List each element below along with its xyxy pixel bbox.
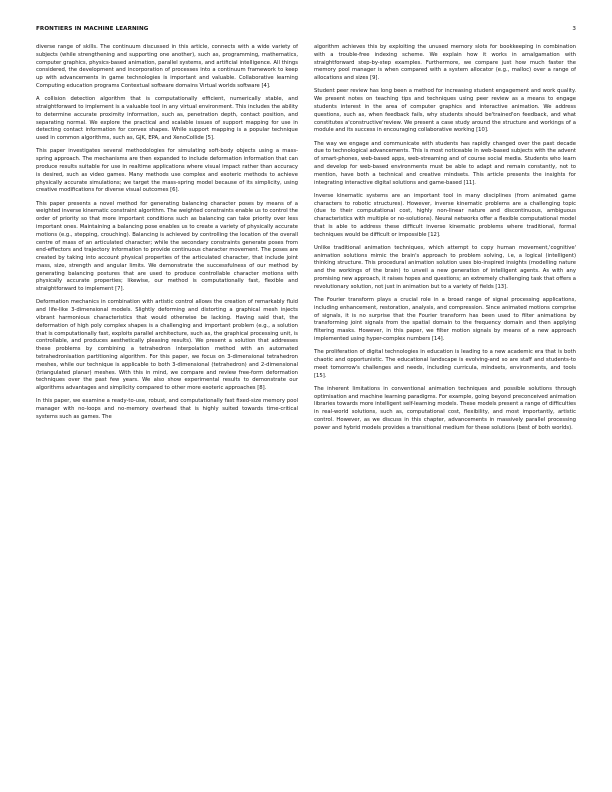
paragraph: In this paper, we examine a ready-to-use, robust, and computationally fast fixed-size memory pool manager with no-loops and no-memory overhead that is highly suited towards time-critical systems such as games. The [36, 398, 298, 421]
paragraph: A collision detection algorithm that is computationally efficient, numerically stable, and straightforward to implement is a valuable tool in any virtual environment. This includes the ability to determine accurate proximity information, such as, penetration depth, contact position, and separating normal. We explore the practical and scalable issues of support mapping for use in detecting contact information for convex shapes. While support mapping is a popular technique used in common algorithms, such as, GJK, EPA, and XenoCollide [5]. [36, 96, 298, 142]
running-title: FRONTIERS IN MACHINE LEARNING [36, 26, 149, 32]
paragraph: This paper presents a novel method for generating balancing character poses by means of a weighted inverse kinematic constraint algorithm. The weighted constraints enable us to control the order of priority so that more important conditions such as balancing can take priority over less important ones. Maintaining a balancing pose enables us to create a variety of physically accurate motions (e.g., stepping, crouching). Balancing is achieved by controlling the location of the overall centre of mass of an articulated character; while the secondary constraints generate poses from end-effectors and trajectory information to provide continuous character movement. The poses are created by taking into account physical properties of the articulated character, that include joint mass, size, strength and angular limits. We demonstrate the successfulness of our method by generating balancing postures that are used to produce controllable character motions with physically accurate properties; likewise, our method is computationally fast, flexible and straightforward to implement [7]. [36, 200, 298, 293]
paragraph: The inherent limitations in conventional animation techniques and possible solutions through optimisation and machine learning paradigms. For example, going beyond preconceived animation libraries towards more intelligent self-learning models. These models present a range of difficulties in real-world solutions, such as, computational cost, flexibility, and most importantly, artistic control. However, as we discuss in this chapter, advancements in massively parallel processing power and hybrid models provides a transitional medium for these solutions (best of both worlds). [314, 385, 576, 431]
paragraph: The way we engage and communicate with students has rapidly changed over the past decade due to technological advancements. This is most noticeable in web-based subjects with the advent of smart-phones, web-based apps, web-streaming and of course social media. Students who learn and develop for web-based environments must be able to adapt and remain constantly, not to mention, have both a technical and creative mindsets. This article presents the insights for integrating interactive digital solutions and game-based [11]. [314, 140, 576, 186]
paragraph: Unlike traditional animation techniques, which attempt to copy human movement,'cognitive' animation solutions mimic the brain's approach to problem solving, i.e, a logical (intelligent) thinking structure. This procedural animation solution uses bio-inspired insights (modelling nature and the workings of the brain) to unveil a new generation of intelligent agents. As with any promising new approach, it raises hopes and questions; an extremely challenging task that offers a revolutionary solution, not just in animation but to a variety of fields [13]. [314, 244, 576, 290]
paragraph: The proliferation of digital technologies in education is leading to a new academic era that is both chaotic and opportunistic. The educational landscape is evolving-and so are staff and students-to meet tomorrow's challenges and needs, including curricula, mindsets, environments, and tools [15]. [314, 349, 576, 379]
paragraph: Inverse kinematic systems are an important tool in many disciplines (from animated game characters to robotic structures). However, inverse kinematic problems are a challenging topic (due to their computational cost, highly non-linear nature and discontinuous, ambiguous characteristics with multiple or no-solutions). Neural networks offer a flexible computational model that is able to address these difficult inverse kinematic problems where traditional, formal techniques would be difficult or impossible [12]. [314, 192, 576, 238]
paragraph: This paper investigates several methodologies for simulating soft-body objects using a mass- spring approach. The mechanisms are then expanded to include deformation information that can produce results suitable for use in realtime applications where visual impact rather than accuracy is desired, such as video games. Many methods use complex and esoteric methods to achieve physically accurate simulations; we target the mass-spring model because of its simplicity, using creative modifications for diverse visual outcomes [6]. [36, 148, 298, 194]
right-column [314, 44, 576, 784]
paragraph: diverse range of skills. The continuum discussed in this article, connects with a wide variety of subjects (while strengthening and supporting one another), such as, programming, mathematics, computer graphics, physics-based animation, parallel systems, and artificial intelligence. All things considered, the development and incorporation of processes into a continuum framework to keep up with advancements in game technologies is important and valuable. Collaborative learning Computing education programs Contextual software domains Virtual worlds software [4]. [36, 44, 298, 89]
paragraph: Deformation mechanics in combination with artistic control allows the creation of remarkably fluid and life-like 3-dimensional models. Slightly deforming and distorting a graphical mesh injects vibrant harmonious characteristics that would otherwise be lacking. Having said that, the deformation of high poly complex shapes is a challenging and important problem (e.g., a solution that is computationally fast, exploits parallel architecture, such as, the graphical processing unit, is controllable, and produces aesthetically pleasing results). We present a solution that addresses these problems by combining a tetrahedron interpolation method with an automated tetrahedronisation partitioning algorithm. For this paper, we focus on 3-dimensional tetrahedron meshes, while our technique is applicable to both 3-dimensional (tetrahedron) and 2-dimensional (triangulated planar) meshes. With this in mind, we compare and review free-form deformation techniques over the past few years. We also show experimental results to demonstrate our algorithms advantages and simplicity compared to other more esoteric approaches [8]. [36, 299, 298, 392]
paragraph: The Fourier transform plays a crucial role in a broad range of signal processing applications, including enhancement, restoration, analysis, and compression. Since animated motions comprise of signals, it is no surprise that the Fourier transform has been used to filter animations by transforming joint signals from the spatial domain to the frequency domain and then applying filtering masks. However, in this paper, we filter motion signals by means of a new approach implemented using hyper-complex numbers [14]. [314, 297, 576, 343]
page-number: 3 [572, 26, 576, 32]
left-column [36, 44, 298, 784]
page-header [36, 26, 576, 38]
paragraph: algorithm achieves this by exploiting the unused memory slots for bookkeeping in combination with a trouble-free indexing scheme. We explain how it works in amalgamation with straightforward step-by-step examples. Furthermore, we compare just how much faster the memory pool manager is when compared with a system allocator (e.g., malloc) over a range of allocations and sizes [9]. [314, 44, 576, 82]
paragraph: Student peer review has long been a method for increasing student engagement and work quality. We present notes on teaching tips and techniques using peer review as a means to engage students interest in the area of computer graphics and interactive animation. We address questions, such as, when feedback fails, why students should be'trained'on feedback, and what constitutes a'constructive'review. We present a case study around the structure and workings of a module and its success in encouraging collaborative working [10]. [314, 88, 576, 134]
